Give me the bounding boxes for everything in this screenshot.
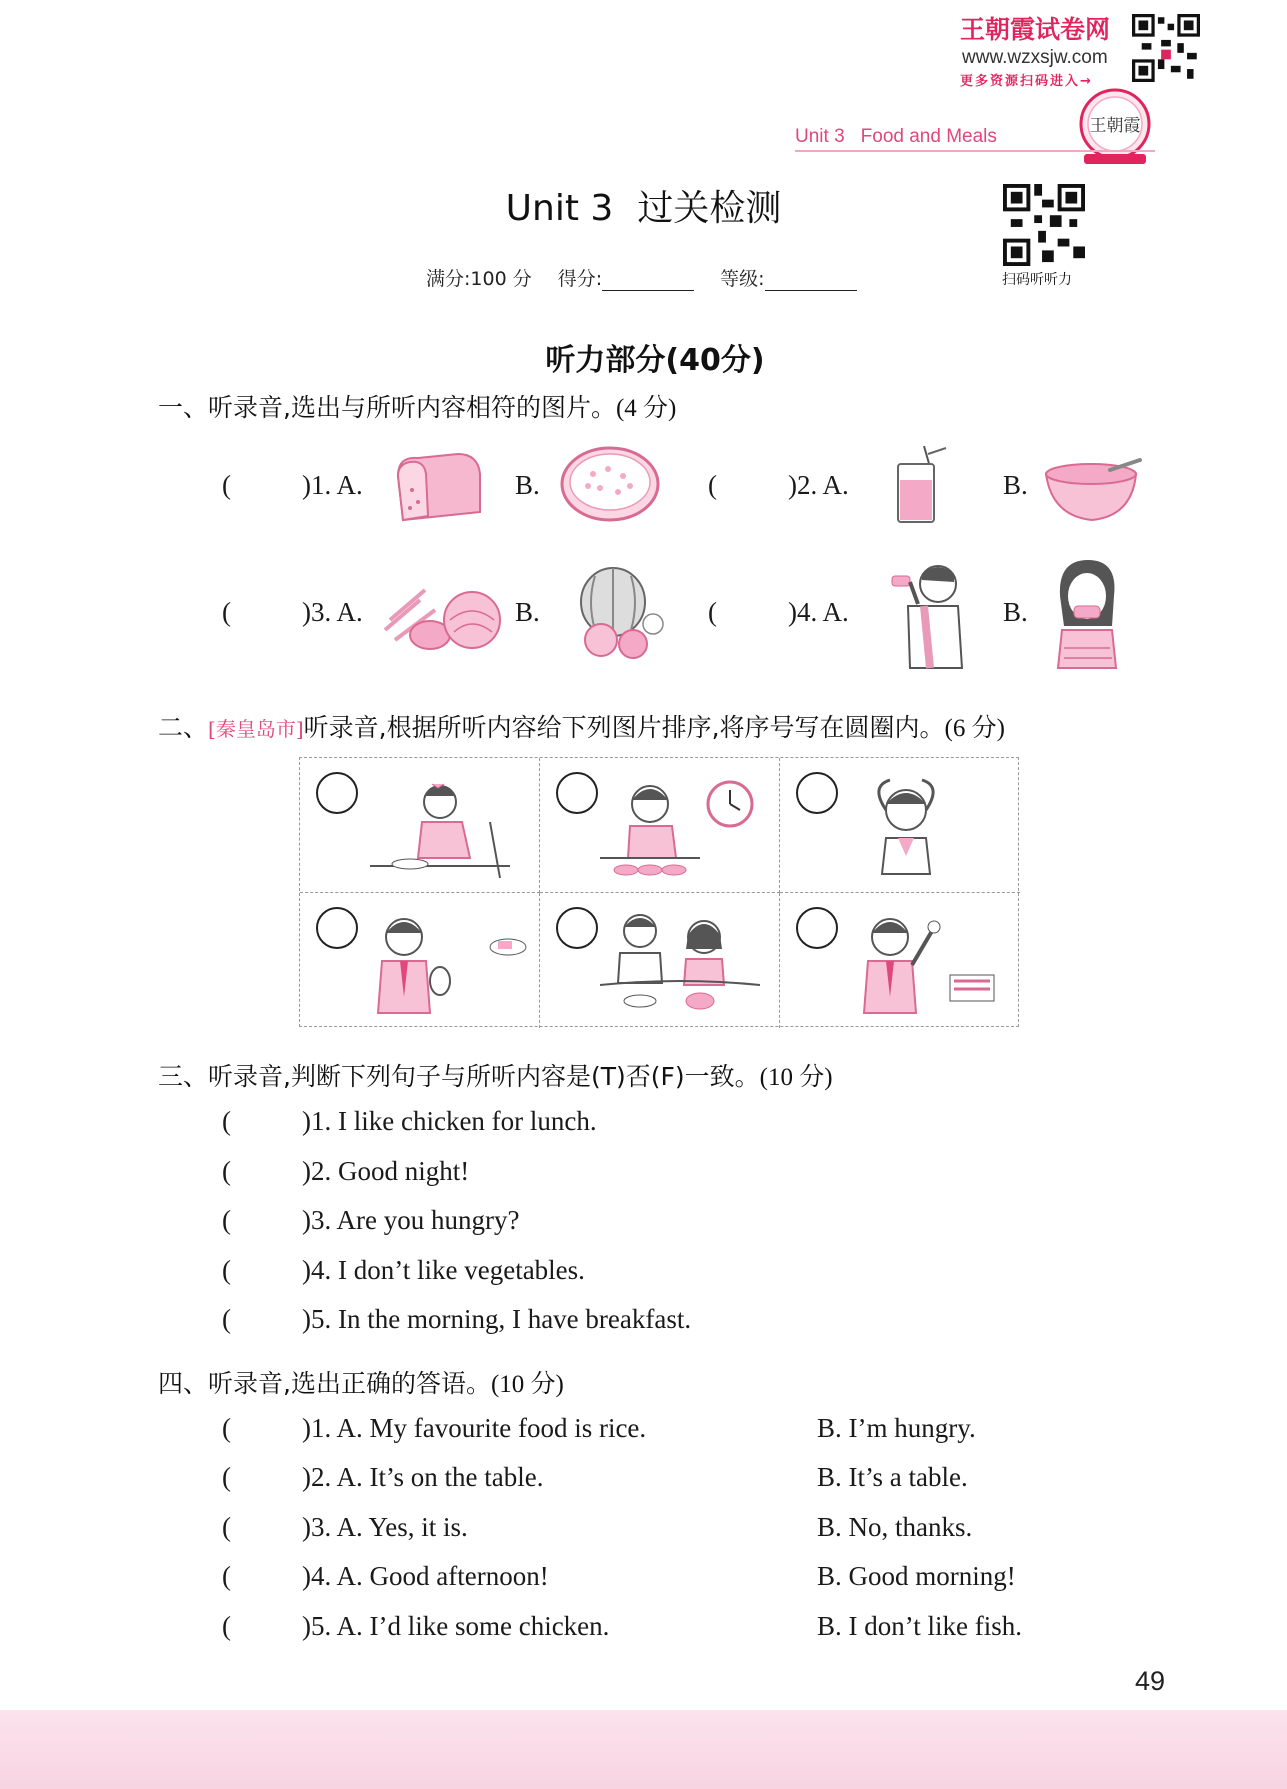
answer-paren[interactable]: ( xyxy=(222,1611,231,1641)
s3-q5-text: )5. In the morning, I have breakfast. xyxy=(302,1304,692,1334)
section1-heading-text: 一、听录音,选出与所听内容相符的图片。 xyxy=(158,393,616,422)
brand-tagline: 更多资源扫码进入→ xyxy=(960,74,1093,89)
s3-q4 xyxy=(222,1255,585,1286)
page-number: 49 xyxy=(1135,1666,1166,1696)
section2-points: (6 分) xyxy=(944,715,1005,742)
answer-paren[interactable]: ( xyxy=(222,1413,231,1443)
brand-seal-logo xyxy=(1074,86,1156,166)
grade-blank[interactable] xyxy=(765,271,857,291)
s4-q1-a: )1. A. My favourite food is rice. xyxy=(302,1413,647,1443)
girl-eating-icon[interactable] xyxy=(1050,556,1125,671)
s4-q3-b: B. No, thanks. xyxy=(817,1512,973,1542)
answer-paren[interactable]: ( xyxy=(222,1205,231,1235)
header-unit: Unit 3 xyxy=(795,126,845,147)
section4-heading xyxy=(158,1364,564,1400)
picture-cell xyxy=(300,758,540,893)
s4-q3 xyxy=(222,1512,468,1543)
order-circle[interactable] xyxy=(556,772,598,814)
s1-q1 xyxy=(222,470,363,501)
brand-name: 王朝霞试卷网 xyxy=(960,15,1111,44)
s3-q3 xyxy=(222,1205,519,1236)
section4-points: (10 分) xyxy=(490,1371,564,1398)
full-score: 满分:100 分 xyxy=(426,268,532,290)
answer-paren[interactable]: ( xyxy=(222,1304,231,1334)
answer-paren[interactable]: ( xyxy=(222,1512,231,1542)
boy-stretching-picture xyxy=(840,766,1010,884)
listening-qr-code-icon[interactable] xyxy=(1003,184,1085,266)
s1-q4-b: B. xyxy=(1003,597,1028,627)
region-tag: [秦皇岛市] xyxy=(208,717,304,741)
section2-prefix: 二、 xyxy=(158,713,209,742)
girl-at-table-picture xyxy=(360,766,530,884)
s4-q5-b: B. I don’t like fish. xyxy=(817,1611,1022,1641)
s1-q3 xyxy=(222,597,363,628)
header-rule xyxy=(795,150,1155,152)
s1-q3-b: B. xyxy=(515,597,540,627)
section2-heading xyxy=(158,708,1005,744)
s4-q2-a: )2. A. It’s on the table. xyxy=(302,1462,544,1492)
s1-q4 xyxy=(708,597,849,628)
s4-q2-b: B. It’s a table. xyxy=(817,1462,968,1492)
s4-q2 xyxy=(222,1462,543,1493)
children-eating-picture xyxy=(600,901,770,1019)
section3-heading xyxy=(158,1057,833,1093)
fruit-icon[interactable] xyxy=(565,562,670,662)
boy-clapping-picture xyxy=(360,901,530,1019)
s1-q4-num: )4. A. xyxy=(788,597,849,627)
order-circle[interactable] xyxy=(556,907,598,949)
qr-caption: 扫码听听力 xyxy=(1002,272,1072,288)
s1-q2-num: )2. A. xyxy=(788,470,849,500)
vegetables-icon[interactable] xyxy=(380,580,505,655)
boy-with-clock-picture xyxy=(600,766,770,884)
answer-paren[interactable]: ( xyxy=(222,1561,231,1591)
s1-q2-b: B. xyxy=(1003,470,1028,500)
qr-code-icon[interactable] xyxy=(1132,14,1200,82)
rice-bowl-icon[interactable] xyxy=(558,444,663,526)
score-line xyxy=(426,264,857,291)
answer-paren[interactable]: ( xyxy=(222,1462,231,1492)
header-topic: Food and Meals xyxy=(860,126,997,147)
s4-q1 xyxy=(222,1413,646,1444)
s1-q3-num: )3. A. xyxy=(302,597,363,627)
s1-q1-b: B. xyxy=(515,470,540,500)
answer-paren[interactable]: ( xyxy=(708,470,717,500)
s3-q3-text: )3. Are you hungry? xyxy=(302,1205,520,1235)
title-name: 过关检测 xyxy=(637,188,782,229)
s4-q4-b: B. Good morning! xyxy=(817,1561,1016,1591)
boy-drinking-icon[interactable] xyxy=(878,556,968,671)
soup-icon[interactable] xyxy=(1040,456,1145,524)
title-unit: Unit 3 xyxy=(505,188,614,229)
seal-text: 王朝霞 xyxy=(1089,116,1141,136)
s3-q1-text: )1. I like chicken for lunch. xyxy=(302,1106,597,1136)
bread-icon[interactable] xyxy=(388,446,493,526)
answer-paren[interactable]: ( xyxy=(222,470,231,500)
picture-cell xyxy=(780,758,1020,893)
section1-heading xyxy=(158,388,676,424)
answer-paren[interactable]: ( xyxy=(708,597,717,627)
s3-q2-text: )2. Good night! xyxy=(302,1156,470,1186)
s4-q5 xyxy=(222,1611,609,1642)
picture-cell xyxy=(540,758,780,893)
s3-q5 xyxy=(222,1304,691,1335)
ordering-picture-grid xyxy=(299,757,1019,1027)
brand-url[interactable]: www.wzxsjw.com xyxy=(962,47,1108,68)
order-circle[interactable] xyxy=(316,772,358,814)
s4-q4 xyxy=(222,1561,549,1592)
s3-q2 xyxy=(222,1156,469,1187)
s4-q5-a: )5. A. I’d like some chicken. xyxy=(302,1611,610,1641)
answer-paren[interactable]: ( xyxy=(222,1255,231,1285)
part-title: 听力部分(40分) xyxy=(545,343,765,378)
answer-paren[interactable]: ( xyxy=(222,1156,231,1186)
score-blank[interactable] xyxy=(602,271,694,291)
section1-points: (4 分) xyxy=(615,395,677,422)
s3-q4-text: )4. I don’t like vegetables. xyxy=(302,1255,585,1285)
section3-points: (10 分) xyxy=(759,1064,833,1091)
score-label: 得分: xyxy=(557,268,603,290)
answer-paren[interactable]: ( xyxy=(222,597,231,627)
order-circle[interactable] xyxy=(316,907,358,949)
s1-q2 xyxy=(708,470,849,501)
juice-icon[interactable] xyxy=(888,444,953,526)
section4-heading-text: 四、听录音,选出正确的答语。 xyxy=(158,1369,491,1398)
grade-label: 等级: xyxy=(720,268,765,290)
s4-q4-a: )4. A. Good afternoon! xyxy=(302,1561,549,1591)
picture-cell xyxy=(300,893,540,1028)
s3-q1 xyxy=(222,1106,597,1137)
boy-waving-picture xyxy=(840,901,1010,1019)
footer-band xyxy=(0,1710,1287,1789)
section2-heading-text: 听录音,根据所听内容给下列图片排序,将序号写在圆圈内。 xyxy=(303,713,945,742)
s4-q3-a: )3. A. Yes, it is. xyxy=(302,1512,468,1542)
picture-cell xyxy=(540,893,780,1028)
s1-q1-num: )1. A. xyxy=(302,470,363,500)
unit-header xyxy=(795,126,997,148)
answer-paren[interactable]: ( xyxy=(222,1106,231,1136)
s4-q1-b: B. I’m hungry. xyxy=(817,1413,976,1443)
order-circle[interactable] xyxy=(796,772,838,814)
order-circle[interactable] xyxy=(796,907,838,949)
section3-heading-text: 三、听录音,判断下列句子与所听内容是(T)否(F)一致。 xyxy=(158,1062,760,1091)
picture-cell xyxy=(780,893,1020,1028)
page-title xyxy=(0,180,1287,231)
